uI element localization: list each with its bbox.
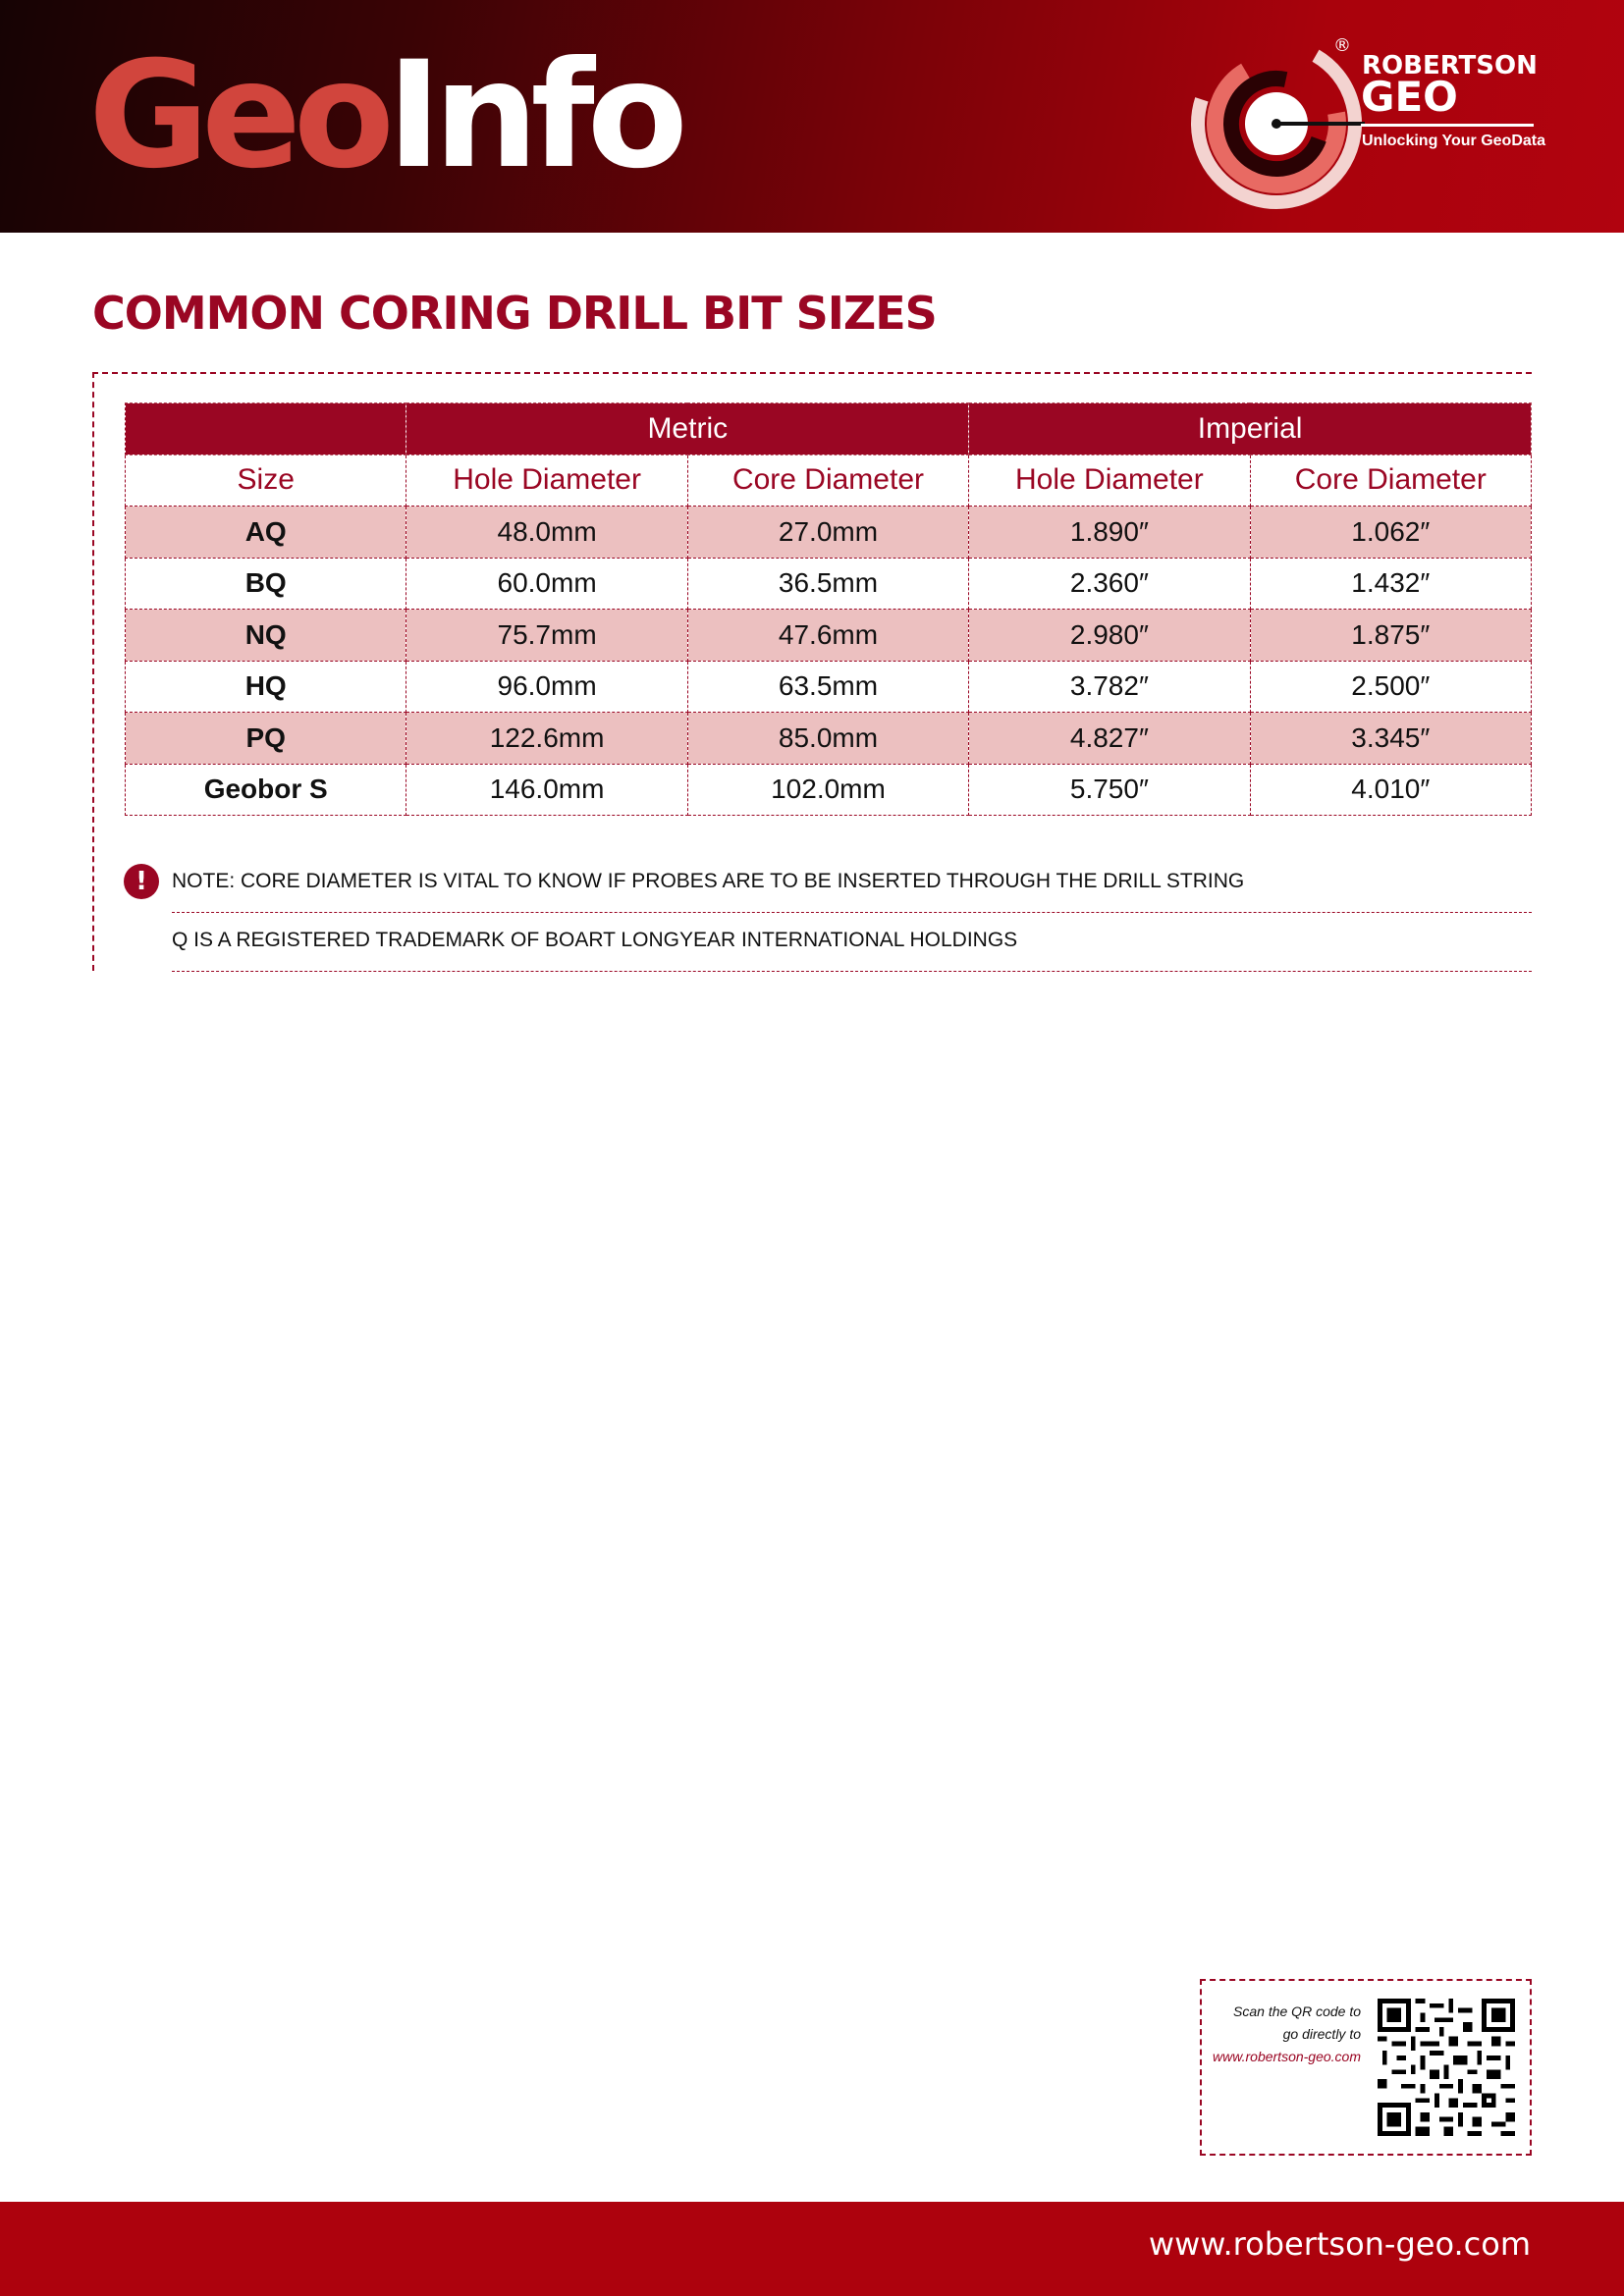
qr-code-box xyxy=(1200,1979,1532,2156)
brand-title xyxy=(88,30,680,201)
table-cell-size: BQ xyxy=(126,558,406,610)
table-cell: 2.500″ xyxy=(1250,661,1531,713)
table-row xyxy=(126,610,1532,662)
table-row xyxy=(126,661,1532,713)
drill-bit-size-table xyxy=(125,402,1532,816)
column-header-row xyxy=(126,454,1532,507)
brand-title-info: Info xyxy=(386,30,680,201)
note-core-diameter: NOTE: CORE DIAMETER IS VITAL TO KNOW IF PROBES ARE TO BE INSERTED THROUGH THE DRILL STRING xyxy=(172,864,1532,913)
logo-name-geo: GEO xyxy=(1361,73,1458,121)
table-cell: 47.6mm xyxy=(687,610,968,662)
table-cell: 146.0mm xyxy=(406,764,687,816)
logo-name-robertson: ROBERTSON xyxy=(1362,51,1538,80)
table-cell: 1.875″ xyxy=(1250,610,1531,662)
table-cell: 5.750″ xyxy=(969,764,1250,816)
table-row xyxy=(126,558,1532,610)
page-header xyxy=(0,0,1624,233)
group-header-imperial: Imperial xyxy=(969,403,1532,455)
table-cell: 1.432″ xyxy=(1250,558,1531,610)
table-cell: 48.0mm xyxy=(406,507,687,559)
table-cell-size: AQ xyxy=(126,507,406,559)
table-row xyxy=(126,713,1532,765)
table-cell: 1.890″ xyxy=(969,507,1250,559)
qr-caption-line1: Scan the QR code to xyxy=(1233,2003,1361,2019)
logo-divider xyxy=(1361,124,1534,127)
table-cell: 85.0mm xyxy=(687,713,968,765)
frame-top-border xyxy=(92,372,1532,374)
registered-mark: ® xyxy=(1333,35,1351,56)
table-cell-size: HQ xyxy=(126,661,406,713)
table-cell: 3.345″ xyxy=(1250,713,1531,765)
table-cell: 2.980″ xyxy=(969,610,1250,662)
qr-caption-line2: go directly to xyxy=(1282,2026,1361,2042)
table-cell: 4.010″ xyxy=(1250,764,1531,816)
page-title: COMMON CORING DRILL BIT SIZES xyxy=(92,287,937,340)
table-cell-size: NQ xyxy=(126,610,406,662)
table-cell: 96.0mm xyxy=(406,661,687,713)
table-row xyxy=(126,507,1532,559)
group-header-blank xyxy=(126,403,406,455)
footer-website-link[interactable]: www.robertson-geo.com xyxy=(1148,2225,1531,2263)
qr-caption-url[interactable]: www.robertson-geo.com xyxy=(1213,2049,1361,2064)
table-cell: 75.7mm xyxy=(406,610,687,662)
logo-ring-icon xyxy=(1188,35,1365,212)
table-row xyxy=(126,764,1532,816)
table-cell-size: PQ xyxy=(126,713,406,765)
column-header-imperial-hole: Hole Diameter xyxy=(969,454,1250,507)
note-trademark: Q IS A REGISTERED TRADEMARK OF BOART LONGYEAR INTERNATIONAL HOLDINGS xyxy=(172,923,1532,972)
qr-code-icon[interactable] xyxy=(1378,1999,1515,2136)
column-header-metric-core: Core Diameter xyxy=(687,454,968,507)
table-cell: 63.5mm xyxy=(687,661,968,713)
table-cell: 2.360″ xyxy=(969,558,1250,610)
exclamation-icon: ! xyxy=(124,864,159,899)
page-footer xyxy=(0,2202,1624,2296)
column-header-metric-hole: Hole Diameter xyxy=(406,454,687,507)
group-header-row xyxy=(126,403,1532,455)
qr-caption xyxy=(1213,2001,1361,2068)
brand-title-geo: Geo xyxy=(88,30,387,201)
table-cell: 36.5mm xyxy=(687,558,968,610)
table-cell: 4.827″ xyxy=(969,713,1250,765)
column-header-size: Size xyxy=(126,454,406,507)
table-cell: 1.062″ xyxy=(1250,507,1531,559)
robertson-geo-logo xyxy=(1188,35,1545,212)
logo-tagline: Unlocking Your GeoData xyxy=(1362,133,1545,149)
group-header-metric: Metric xyxy=(406,403,969,455)
table-cell: 60.0mm xyxy=(406,558,687,610)
table-cell: 122.6mm xyxy=(406,713,687,765)
table-cell: 3.782″ xyxy=(969,661,1250,713)
table-cell-size: Geobor S xyxy=(126,764,406,816)
table-cell: 102.0mm xyxy=(687,764,968,816)
table-cell: 27.0mm xyxy=(687,507,968,559)
frame-left-border xyxy=(92,372,94,971)
column-header-imperial-core: Core Diameter xyxy=(1250,454,1531,507)
